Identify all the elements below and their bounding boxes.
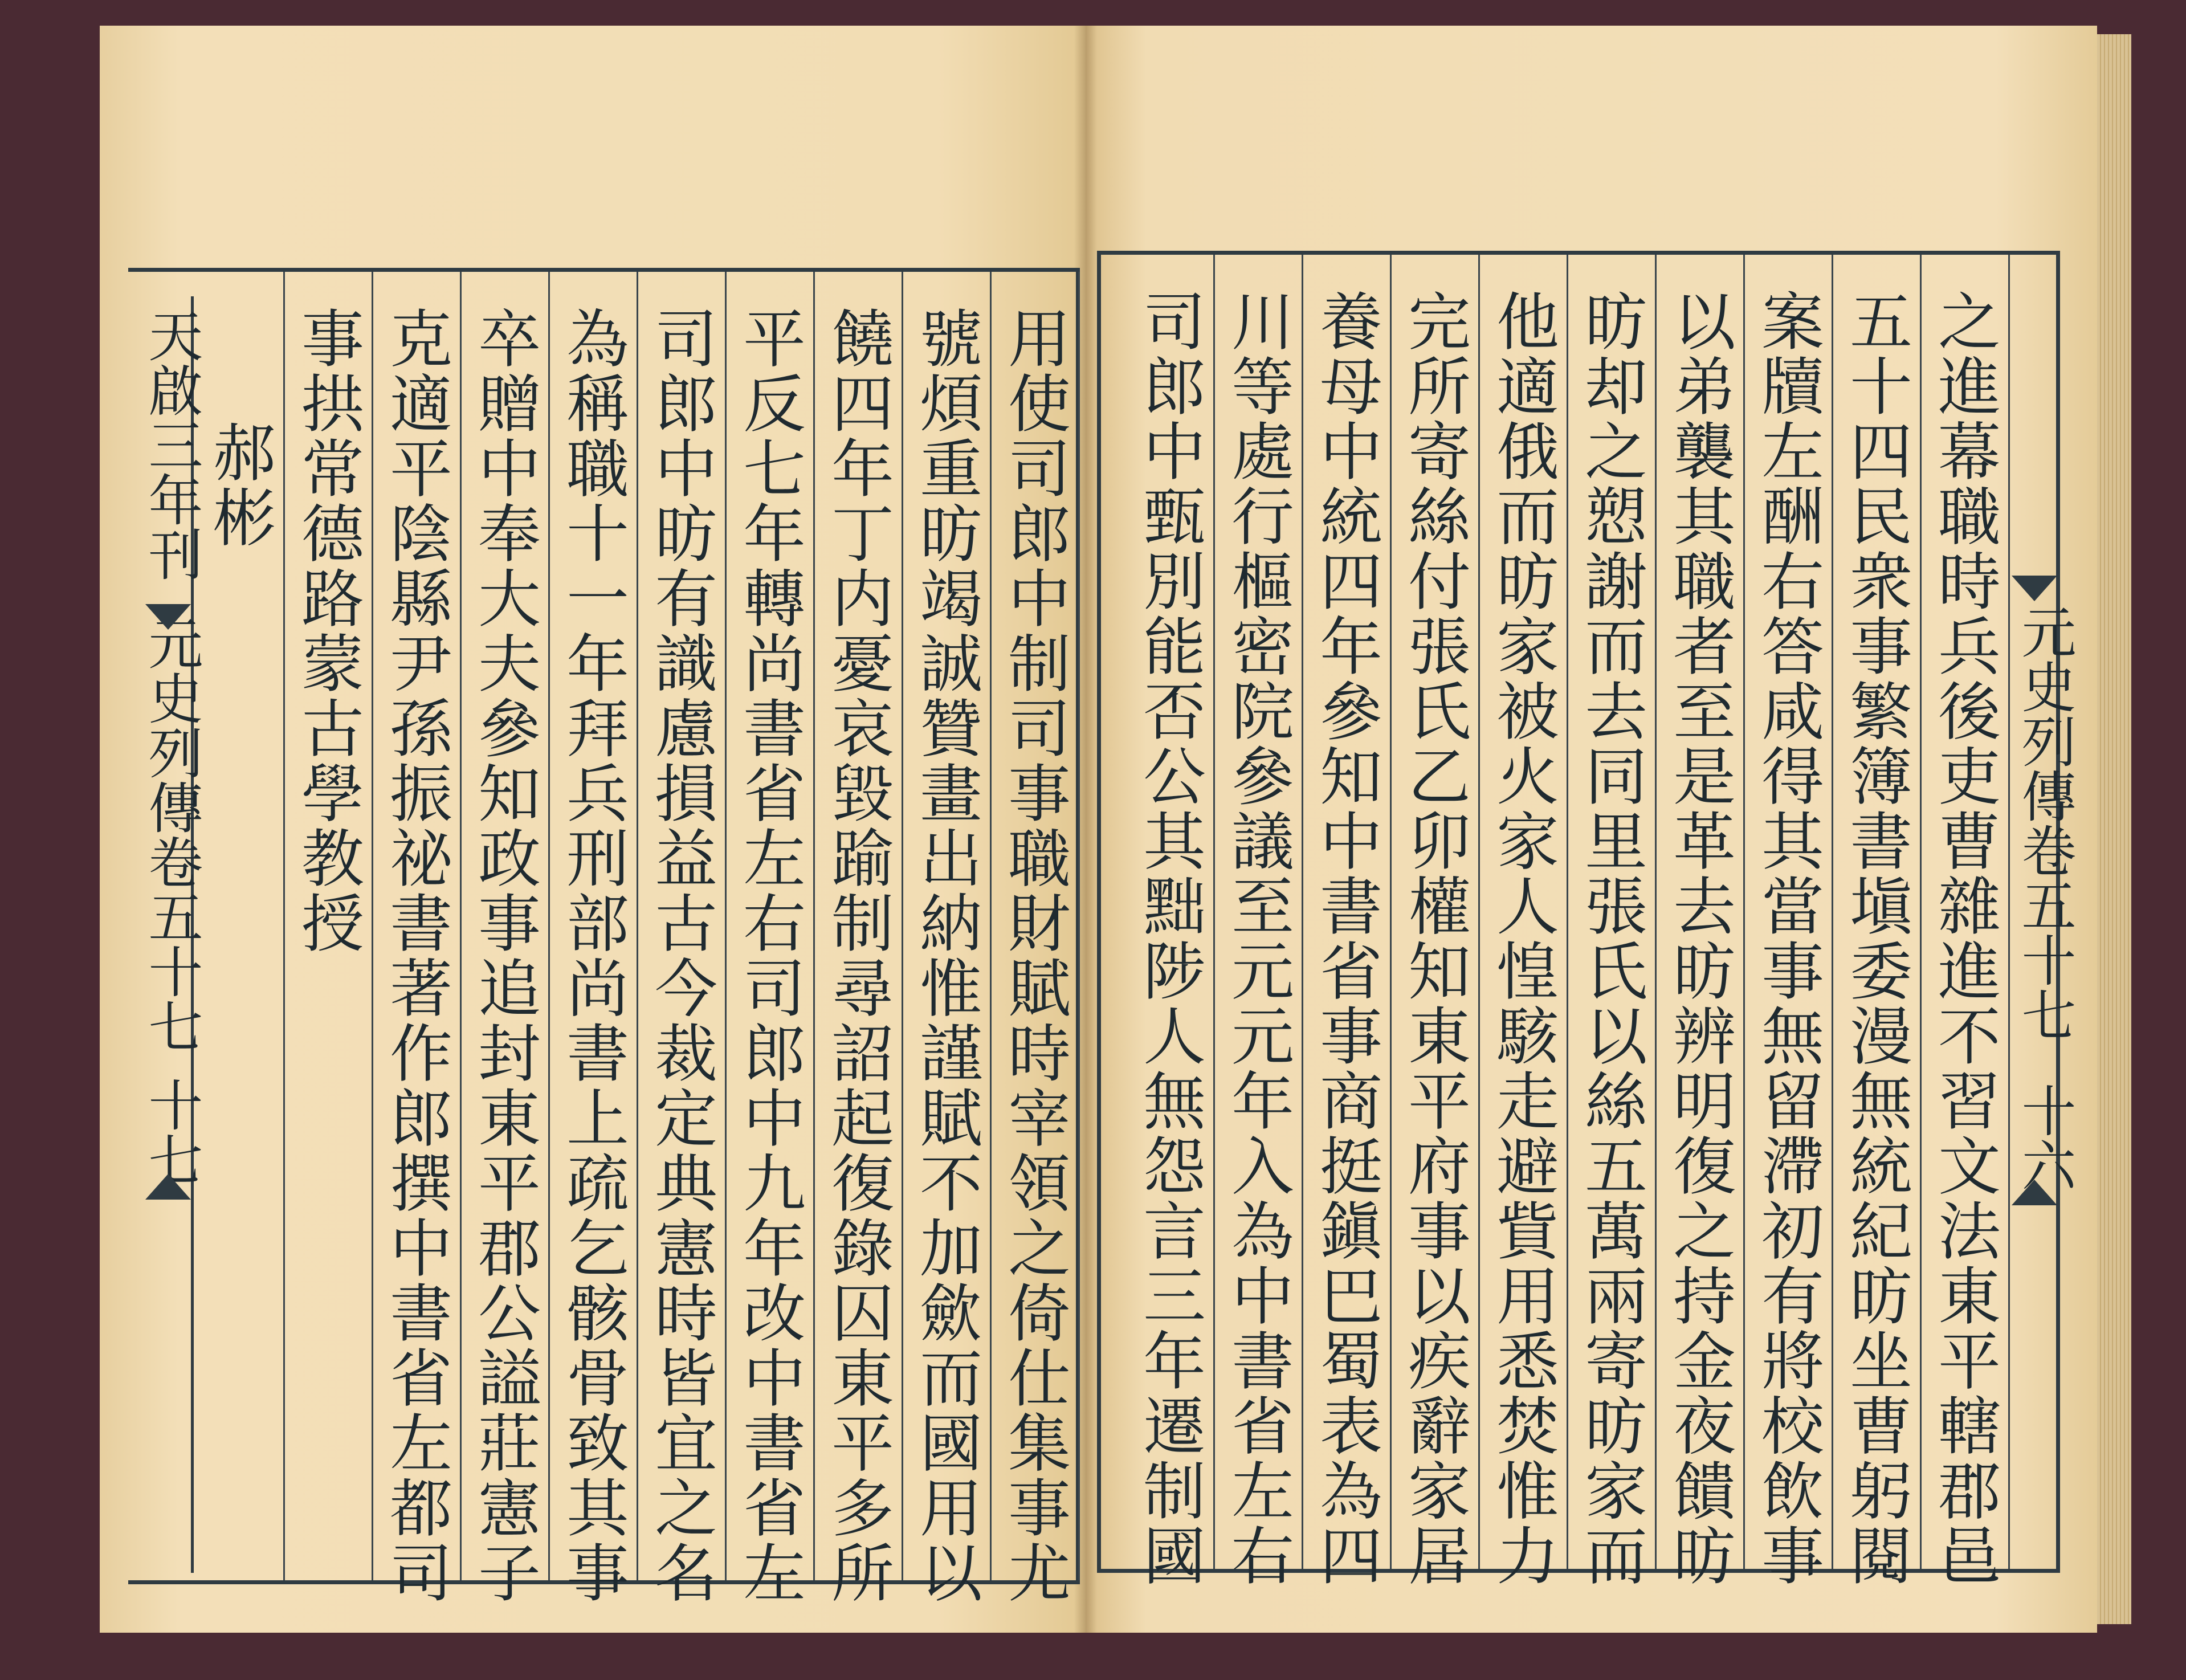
text-column: 川等處行樞密院參議至元元年入為中書省左右 bbox=[1221, 289, 1294, 1588]
text-column: 卒贈中奉大夫參知政事追封東平郡公謚莊憲子 bbox=[468, 306, 541, 1605]
column-4 bbox=[727, 272, 815, 1605]
column-4 bbox=[1657, 255, 1745, 1588]
page-edges bbox=[2097, 34, 2131, 1624]
printing-date: 天啟三年刊 bbox=[140, 308, 203, 581]
text-column: 五十四民衆事繁簿書塡委漫無統紀昉坐曹躬閱 bbox=[1840, 289, 1912, 1588]
text-column: 為稱職十一年拜兵刑部尚書上疏乞骸骨致其事 bbox=[556, 306, 629, 1605]
text-column: 司郎中昉有識慮損益古今裁定典憲時皆宜之名 bbox=[645, 306, 717, 1605]
column-2 bbox=[1833, 255, 1922, 1588]
biography-heading: 郝彬 bbox=[203, 420, 276, 550]
text-column: 用使司郎中制司事職財賦時宰領之倚仕集事尤 bbox=[998, 306, 1071, 1605]
text-column: 饒四年丁内憂哀毀踰制尋詔起復錄囚東平多所 bbox=[821, 306, 894, 1605]
right-banxin bbox=[2006, 251, 2077, 1573]
column-7 bbox=[1392, 255, 1480, 1588]
text-column: 完所寄絲付張氏乙卯權知東平府事以疾辭家居 bbox=[1398, 289, 1471, 1588]
column-3 bbox=[815, 272, 903, 1605]
text-column: 克適平陰縣尹孫振祕書著作郎撰中書省左都司 bbox=[380, 306, 452, 1605]
text-column: 司郎中甄別能否公其黜陟人無怨言三年遷制國 bbox=[1133, 289, 1206, 1588]
fish-tail-mark-upper bbox=[145, 604, 191, 630]
column-7 bbox=[462, 272, 550, 1605]
column-9 bbox=[285, 272, 373, 1580]
text-column: 之進幕職時兵後吏曹雜進不習文法東平轄郡邑 bbox=[1928, 289, 2001, 1588]
book-title: 元史列傳卷五十七 bbox=[2013, 604, 2077, 1042]
text-column: 養母中統四年參知中書省事商挺鎭巴蜀表為四 bbox=[1310, 289, 1382, 1588]
leaf-number: 十六 bbox=[2013, 1083, 2077, 1192]
text-column: 案牘左酬右答咸得其當事無留滯初有將校飲事 bbox=[1751, 289, 1824, 1588]
text-column: 昉却之愬謝而去同里張氏以絲五萬兩寄昉家而 bbox=[1575, 289, 1647, 1588]
column-10 bbox=[1124, 255, 1215, 1588]
leaf-number: 十七 bbox=[140, 1077, 203, 1186]
fish-tail-mark-lower bbox=[145, 1174, 191, 1200]
column-2 bbox=[903, 272, 992, 1605]
fish-tail-mark-upper bbox=[2012, 576, 2057, 601]
text-column: 平反七年轉尚書省左右司郎中九年改中書省左 bbox=[733, 306, 806, 1605]
column-1 bbox=[1922, 255, 2010, 1588]
column-5 bbox=[638, 272, 727, 1605]
fish-tail-mark-lower bbox=[2012, 1180, 2057, 1205]
column-6 bbox=[550, 272, 638, 1605]
text-column: 事拱常德路蒙古學教授 bbox=[291, 306, 364, 956]
column-8 bbox=[373, 272, 462, 1605]
left-banxin bbox=[128, 296, 203, 1573]
left-text-frame bbox=[128, 268, 1080, 1605]
column-3 bbox=[1745, 255, 1833, 1588]
text-column: 他適俄而昉家被火家人惶駭走避貲用悉焚惟力 bbox=[1486, 289, 1559, 1588]
column-5 bbox=[1568, 255, 1657, 1588]
column-8 bbox=[1303, 255, 1392, 1588]
text-column: 以弟襲其職者至是革去昉辨明復之持金夜饋昉 bbox=[1663, 289, 1736, 1588]
text-column: 號煩重昉竭誠贊畫出納惟謹賦不加歛而國用以 bbox=[910, 306, 982, 1605]
book-title: 元史列傳卷五十七 bbox=[140, 615, 203, 1053]
column-1 bbox=[992, 272, 1080, 1605]
column-6 bbox=[1480, 255, 1568, 1588]
right-text-frame bbox=[1097, 251, 2060, 1588]
column-9 bbox=[1215, 255, 1303, 1588]
